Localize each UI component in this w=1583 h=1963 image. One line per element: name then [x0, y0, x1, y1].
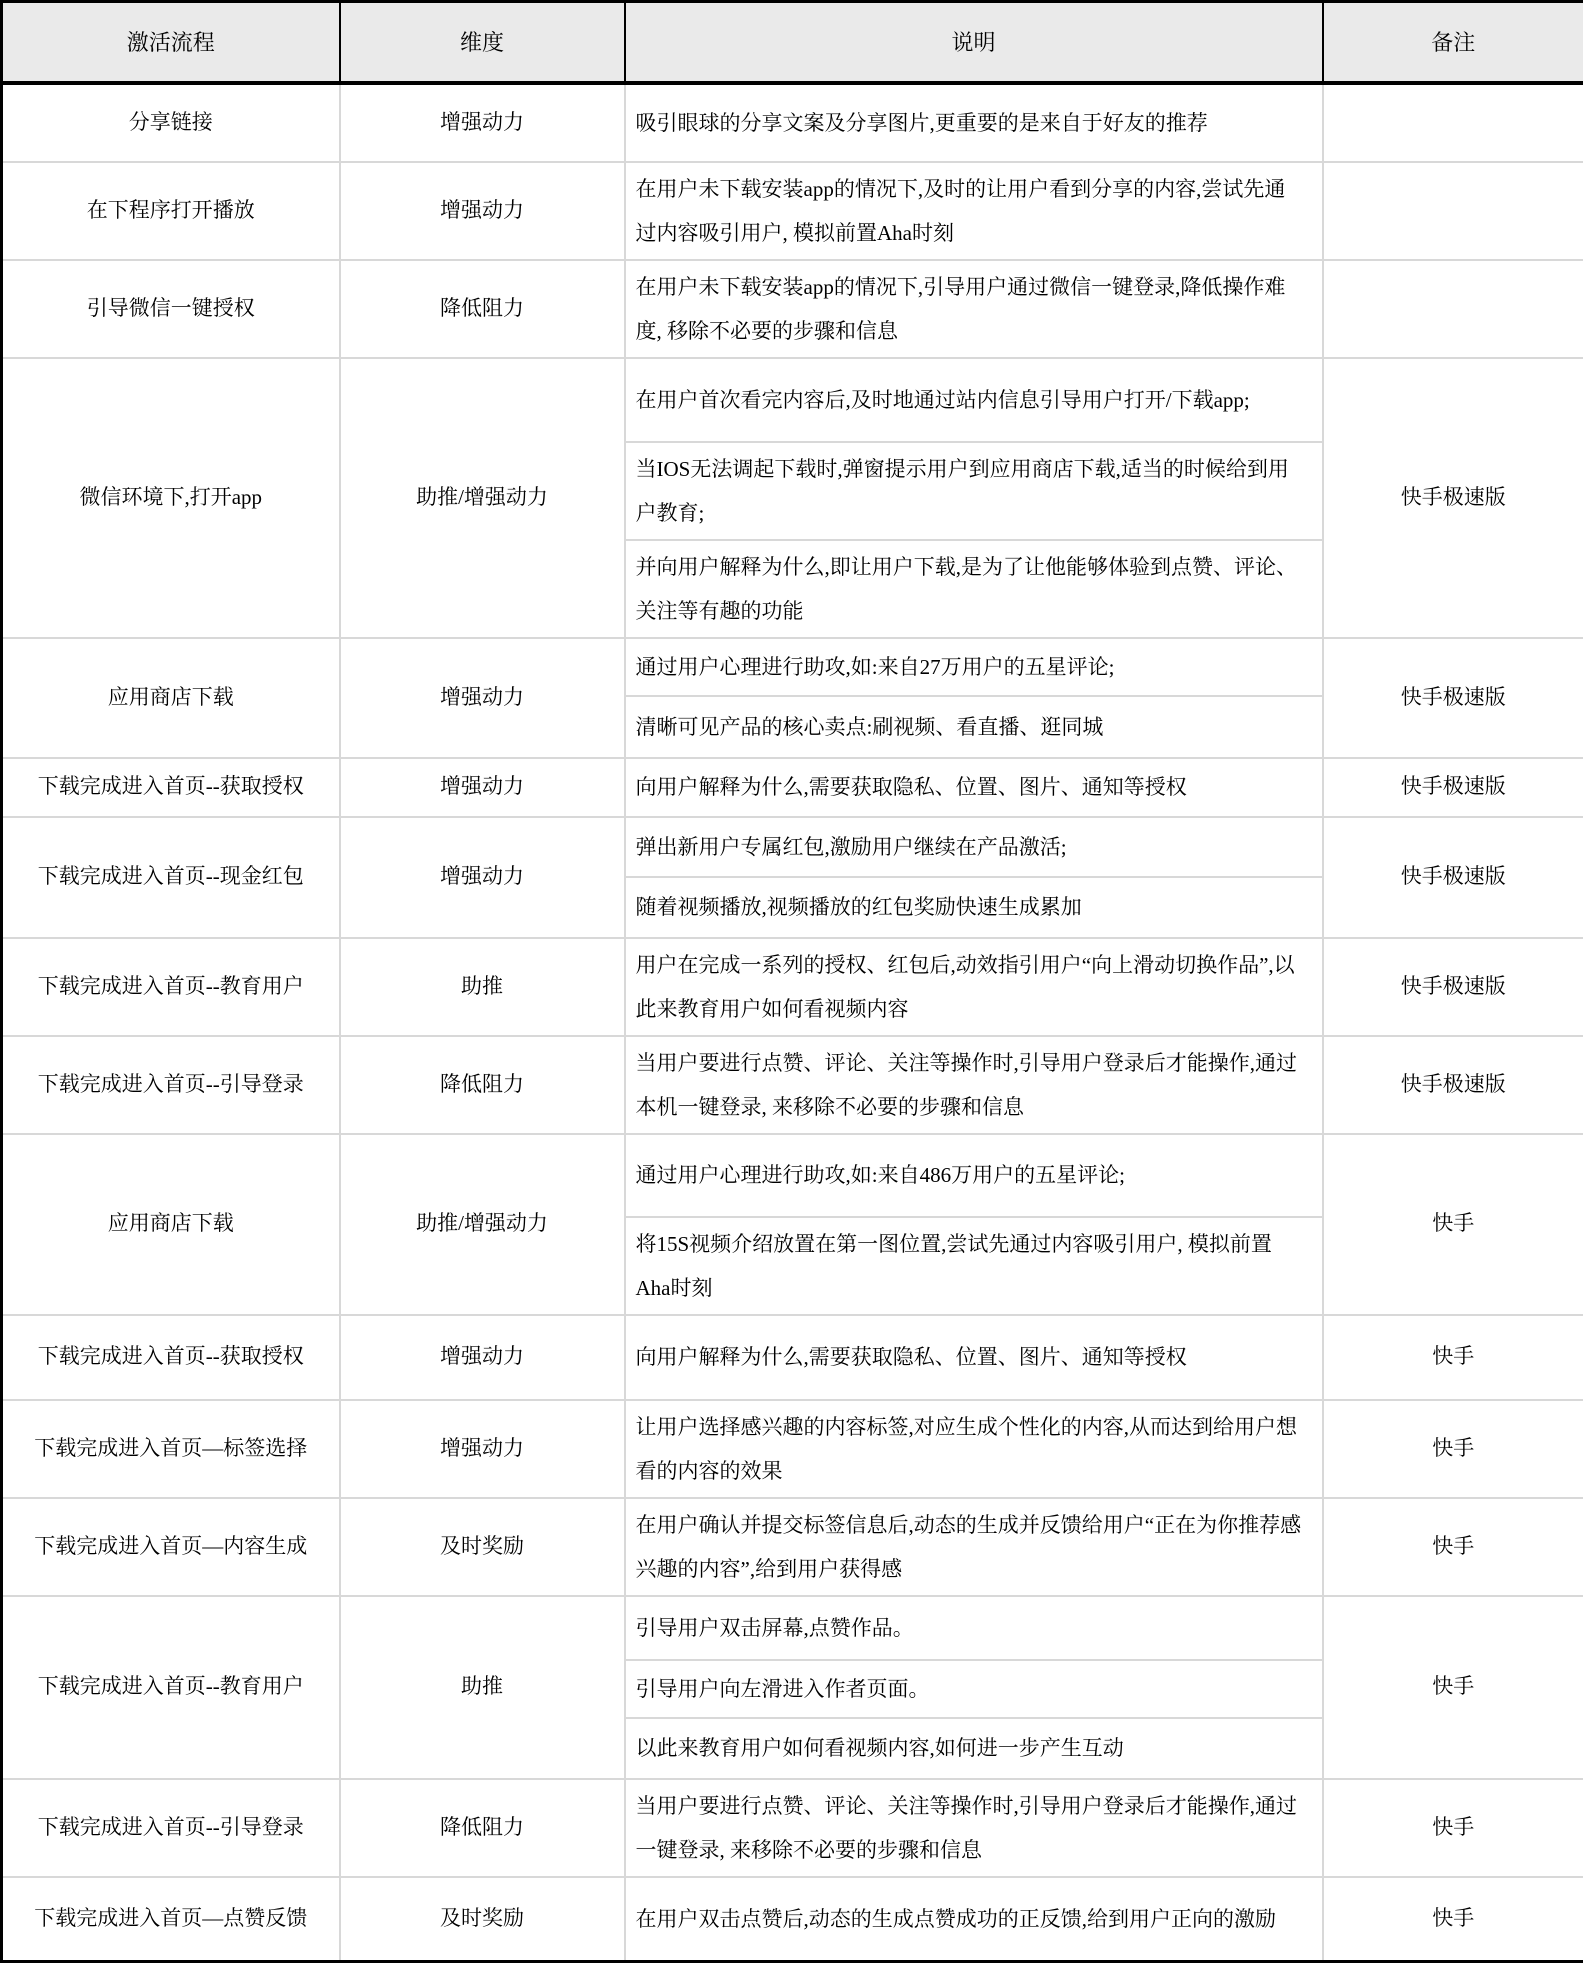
cell-description: 用户在完成一系列的授权、红包后,动效指引用户“向上滑动切换作品”,以此来教育用户如何看视频内容	[625, 938, 1323, 1036]
cell-description: 并向用户解释为什么,即让用户下载,是为了让他能够体验到点赞、评论、关注等有趣的功能	[625, 540, 1323, 638]
cell-process: 在下程序打开播放	[2, 162, 340, 260]
cell-description: 当用户要进行点赞、评论、关注等操作时,引导用户登录后才能操作,通过一键登录, 来移除不必要的步骤和信息	[625, 1779, 1323, 1877]
table-row	[2, 638, 1583, 696]
cell-note: 快手极速版	[1323, 358, 1583, 638]
cell-process: 下载完成进入首页—内容生成	[2, 1498, 340, 1596]
cell-note: 快手	[1323, 1779, 1583, 1877]
cell-note	[1323, 260, 1583, 358]
table-row	[2, 260, 1583, 358]
column-header-note: 备注	[1323, 2, 1583, 83]
cell-process: 下载完成进入首页--现金红包	[2, 817, 340, 938]
cell-process: 下载完成进入首页--获取授权	[2, 758, 340, 817]
cell-dimension: 增强动力	[340, 817, 625, 938]
cell-description: 在用户未下载安装app的情况下,及时的让用户看到分享的内容,尝试先通过内容吸引用户, 模拟前置Aha时刻	[625, 162, 1323, 260]
column-header-description: 说明	[625, 2, 1323, 83]
cell-process: 应用商店下载	[2, 1134, 340, 1315]
cell-note: 快手极速版	[1323, 758, 1583, 817]
cell-process: 下载完成进入首页--引导登录	[2, 1779, 340, 1877]
table-row	[2, 83, 1583, 162]
cell-process: 下载完成进入首页--教育用户	[2, 938, 340, 1036]
cell-dimension: 增强动力	[340, 758, 625, 817]
cell-note: 快手	[1323, 1400, 1583, 1498]
table-row	[2, 938, 1583, 1036]
cell-dimension: 增强动力	[340, 638, 625, 758]
cell-note: 快手极速版	[1323, 1036, 1583, 1134]
table-row	[2, 1400, 1583, 1498]
cell-dimension: 降低阻力	[340, 1036, 625, 1134]
cell-description: 将15S视频介绍放置在第一图位置,尝试先通过内容吸引用户, 模拟前置Aha时刻	[625, 1217, 1323, 1315]
cell-note: 快手极速版	[1323, 817, 1583, 938]
table-row	[2, 1498, 1583, 1596]
cell-description: 向用户解释为什么,需要获取隐私、位置、图片、通知等授权	[625, 1315, 1323, 1400]
column-header-dimension: 维度	[340, 2, 625, 83]
cell-process: 微信环境下,打开app	[2, 358, 340, 638]
table-row	[2, 1134, 1583, 1217]
cell-note: 快手	[1323, 1134, 1583, 1315]
cell-note	[1323, 83, 1583, 162]
cell-process: 下载完成进入首页--获取授权	[2, 1315, 340, 1400]
cell-note: 快手	[1323, 1315, 1583, 1400]
cell-description: 当IOS无法调起下载时,弹窗提示用户到应用商店下载,适当的时候给到用户教育;	[625, 442, 1323, 540]
cell-process: 分享链接	[2, 83, 340, 162]
cell-process: 下载完成进入首页--教育用户	[2, 1596, 340, 1779]
cell-dimension: 增强动力	[340, 162, 625, 260]
column-header-process: 激活流程	[2, 2, 340, 83]
cell-note: 快手极速版	[1323, 638, 1583, 758]
cell-description: 在用户确认并提交标签信息后,动态的生成并反馈给用户“正在为你推荐感兴趣的内容”,给到用户获得感	[625, 1498, 1323, 1596]
cell-dimension: 增强动力	[340, 1315, 625, 1400]
cell-process: 下载完成进入首页--引导登录	[2, 1036, 340, 1134]
cell-description: 通过用户心理进行助攻,如:来自486万用户的五星评论;	[625, 1134, 1323, 1217]
cell-note	[1323, 162, 1583, 260]
cell-description: 清晰可见产品的核心卖点:刷视频、看直播、逛同城	[625, 696, 1323, 758]
cell-note: 快手	[1323, 1498, 1583, 1596]
cell-dimension: 助推/增强动力	[340, 1134, 625, 1315]
cell-process: 应用商店下载	[2, 638, 340, 758]
table-row	[2, 758, 1583, 817]
cell-note: 快手	[1323, 1877, 1583, 1962]
cell-description: 让用户选择感兴趣的内容标签,对应生成个性化的内容,从而达到给用户想看的内容的效果	[625, 1400, 1323, 1498]
table-row	[2, 1596, 1583, 1660]
cell-dimension: 助推	[340, 1596, 625, 1779]
cell-description: 引导用户双击屏幕,点赞作品。	[625, 1596, 1323, 1660]
cell-dimension: 降低阻力	[340, 260, 625, 358]
cell-description: 当用户要进行点赞、评论、关注等操作时,引导用户登录后才能操作,通过本机一键登录, 来移除不必要的步骤和信息	[625, 1036, 1323, 1134]
cell-process: 下载完成进入首页—标签选择	[2, 1400, 340, 1498]
cell-process: 引导微信一键授权	[2, 260, 340, 358]
header-row	[2, 2, 1583, 83]
cell-description: 在用户首次看完内容后,及时地通过站内信息引导用户打开/下载app;	[625, 358, 1323, 442]
cell-description: 随着视频播放,视频播放的红包奖励快速生成累加	[625, 877, 1323, 938]
cell-dimension: 增强动力	[340, 1400, 625, 1498]
cell-dimension: 及时奖励	[340, 1498, 625, 1596]
table-row	[2, 817, 1583, 877]
cell-dimension: 增强动力	[340, 83, 625, 162]
cell-note: 快手	[1323, 1596, 1583, 1779]
cell-description: 吸引眼球的分享文案及分享图片,更重要的是来自于好友的推荐	[625, 83, 1323, 162]
cell-description: 弹出新用户专属红包,激励用户继续在产品激活;	[625, 817, 1323, 877]
cell-process: 下载完成进入首页—点赞反馈	[2, 1877, 340, 1962]
cell-description: 向用户解释为什么,需要获取隐私、位置、图片、通知等授权	[625, 758, 1323, 817]
cell-description: 以此来教育用户如何看视频内容,如何进一步产生互动	[625, 1718, 1323, 1779]
cell-dimension: 降低阻力	[340, 1779, 625, 1877]
table-row	[2, 1779, 1583, 1877]
cell-dimension: 助推	[340, 938, 625, 1036]
table-row	[2, 358, 1583, 442]
table-row	[2, 162, 1583, 260]
cell-description: 通过用户心理进行助攻,如:来自27万用户的五星评论;	[625, 638, 1323, 696]
cell-description: 引导用户向左滑进入作者页面。	[625, 1660, 1323, 1718]
table-row	[2, 1877, 1583, 1962]
cell-description: 在用户双击点赞后,动态的生成点赞成功的正反馈,给到用户正向的激励	[625, 1877, 1323, 1962]
cell-description: 在用户未下载安装app的情况下,引导用户通过微信一键登录,降低操作难度, 移除不必要的步骤和信息	[625, 260, 1323, 358]
cell-dimension: 助推/增强动力	[340, 358, 625, 638]
cell-note: 快手极速版	[1323, 938, 1583, 1036]
table-row	[2, 1036, 1583, 1134]
cell-dimension: 及时奖励	[340, 1877, 625, 1962]
table-row	[2, 1315, 1583, 1400]
